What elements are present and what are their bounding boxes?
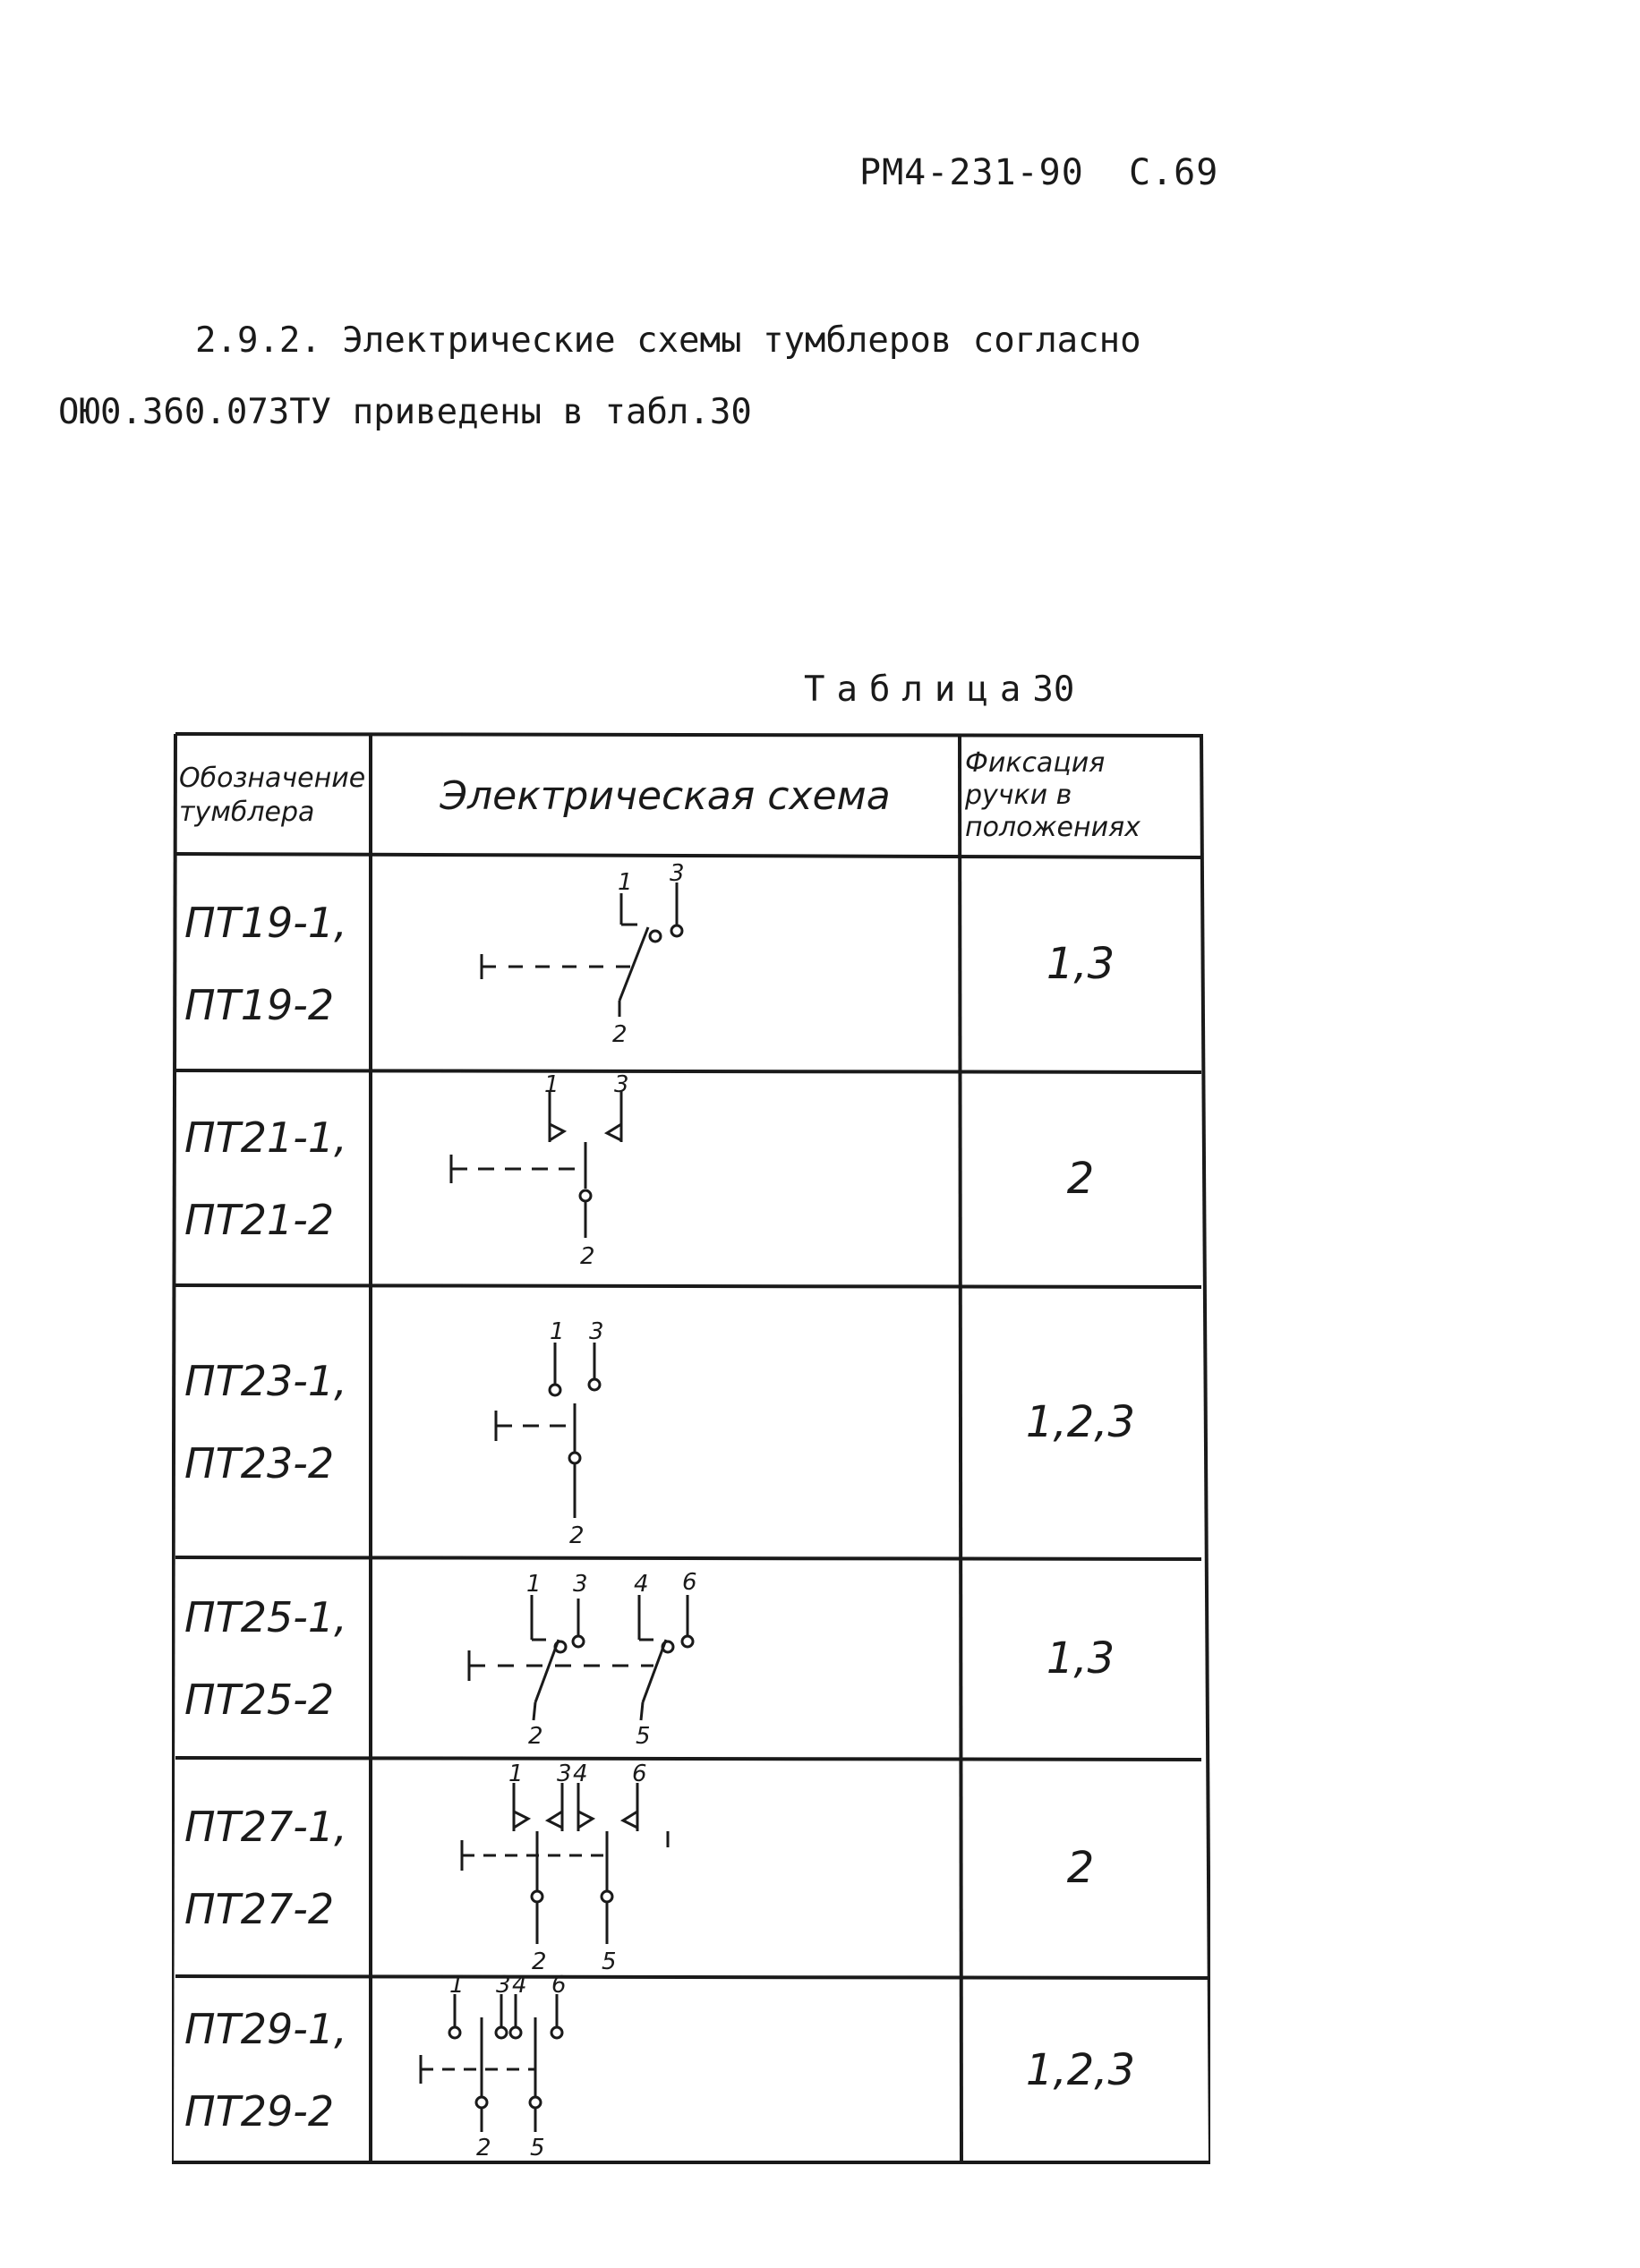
row-2-fixation: 2 [1066, 1154, 1095, 1204]
terminal-2-label: 2 [528, 1723, 543, 1750]
designation-line-1: ПТ29-1, [184, 2005, 347, 2053]
page-header [859, 152, 1218, 193]
terminal-2-label: 2 [580, 1243, 595, 1270]
terminal-3-label: 3 [614, 1071, 629, 1098]
row-3-designation [175, 1287, 371, 1557]
row-3-fixation: 1,2,3 [1025, 1397, 1136, 1447]
terminal-2-label: 2 [476, 2135, 491, 2161]
terminal-4-label: 4 [634, 1571, 649, 1598]
designation-line-2: ПТ23-2 [184, 1439, 335, 1488]
designation-line-2: ПТ21-2 [184, 1196, 335, 1244]
header-schematic [371, 738, 960, 854]
terminal-2-label: 2 [612, 1021, 628, 1048]
doc-code: РМ4-231-90 [859, 152, 1084, 193]
row-2-schematic [371, 1072, 960, 1285]
header-designation-line-2: тумблера [179, 797, 315, 828]
table-caption-number: 30 [1032, 669, 1075, 710]
header-designation-line-1: Обозначение [179, 763, 366, 794]
terminal-6-label: 6 [551, 1972, 567, 1999]
designation-line-1: ПТ25-1, [184, 1593, 347, 1641]
row-5-schematic [371, 1760, 960, 1976]
row-1-designation [175, 857, 371, 1070]
page-number: С.69 [1129, 152, 1219, 193]
table-caption [804, 669, 1074, 710]
row-4-designation [175, 1559, 371, 1758]
row-6-designation [175, 1978, 371, 2162]
terminal-2-label: 2 [569, 1522, 585, 1549]
terminal-3-label: 3 [496, 1972, 511, 1999]
terminal-3-label: 3 [557, 1761, 572, 1787]
row-6-schematic [371, 1972, 960, 2162]
designation-line-2: ПТ25-2 [184, 1675, 335, 1724]
terminal-4-label: 4 [573, 1761, 588, 1787]
designation-line-2: ПТ27-2 [184, 1885, 335, 1933]
terminal-1-label: 1 [550, 1318, 565, 1345]
header-fixation-line-3: положениях [965, 812, 1140, 843]
switch-schematics-table [172, 732, 1210, 2164]
terminal-1-label: 1 [508, 1761, 524, 1787]
terminal-1-label: 1 [618, 869, 633, 896]
row-1-fixation: 1,3 [1046, 939, 1115, 989]
row-4-schematic [371, 1559, 960, 1758]
terminal-5-label: 5 [636, 1723, 651, 1750]
designation-line-1: ПТ23-1, [184, 1357, 347, 1405]
terminal-3-label: 3 [670, 860, 685, 887]
designation-line-1: ПТ19-1, [184, 899, 347, 947]
terminal-4-label: 4 [512, 1972, 527, 1999]
terminal-3-label: 3 [573, 1571, 588, 1598]
paragraph-line-2: ОЮ0.360.073ТУ приведены в табл.30 [58, 392, 752, 432]
header-designation [175, 738, 371, 854]
designation-line-2: ПТ19-2 [184, 981, 335, 1029]
row-2-designation [175, 1072, 371, 1285]
designation-line-2: ПТ29-2 [184, 2087, 335, 2136]
designation-line-1: ПТ27-1, [184, 1803, 347, 1851]
header-fixation [960, 738, 1201, 854]
table-caption-word: Таблица [804, 669, 1033, 710]
terminal-1-label: 1 [544, 1071, 559, 1098]
terminal-1-label: 1 [449, 1972, 465, 1999]
terminal-6-label: 6 [682, 1569, 697, 1596]
designation-line-1: ПТ21-1, [184, 1113, 347, 1162]
header-fixation-line-2: ручки в [965, 780, 1072, 811]
terminal-3-label: 3 [589, 1318, 604, 1345]
row-5-fixation: 2 [1066, 1843, 1095, 1893]
header-schematic-label: Электрическая схема [440, 772, 891, 819]
row-4-fixation: 1,3 [1046, 1633, 1115, 1684]
terminal-5-label: 5 [530, 2135, 545, 2161]
paragraph-line-1: 2.9.2. Электрические схемы тумблеров согласно [195, 320, 1141, 361]
terminal-6-label: 6 [632, 1761, 647, 1787]
row-1-schematic [371, 857, 960, 1070]
row-6-fixation: 1,2,3 [1025, 2045, 1136, 2095]
terminal-1-label: 1 [526, 1571, 542, 1598]
row-5-designation [175, 1760, 371, 1976]
row-3-schematic [371, 1287, 960, 1557]
header-fixation-line-1: Фиксация [965, 747, 1106, 779]
terminal-5-label: 5 [602, 1948, 617, 1975]
terminal-2-label: 2 [532, 1948, 547, 1975]
